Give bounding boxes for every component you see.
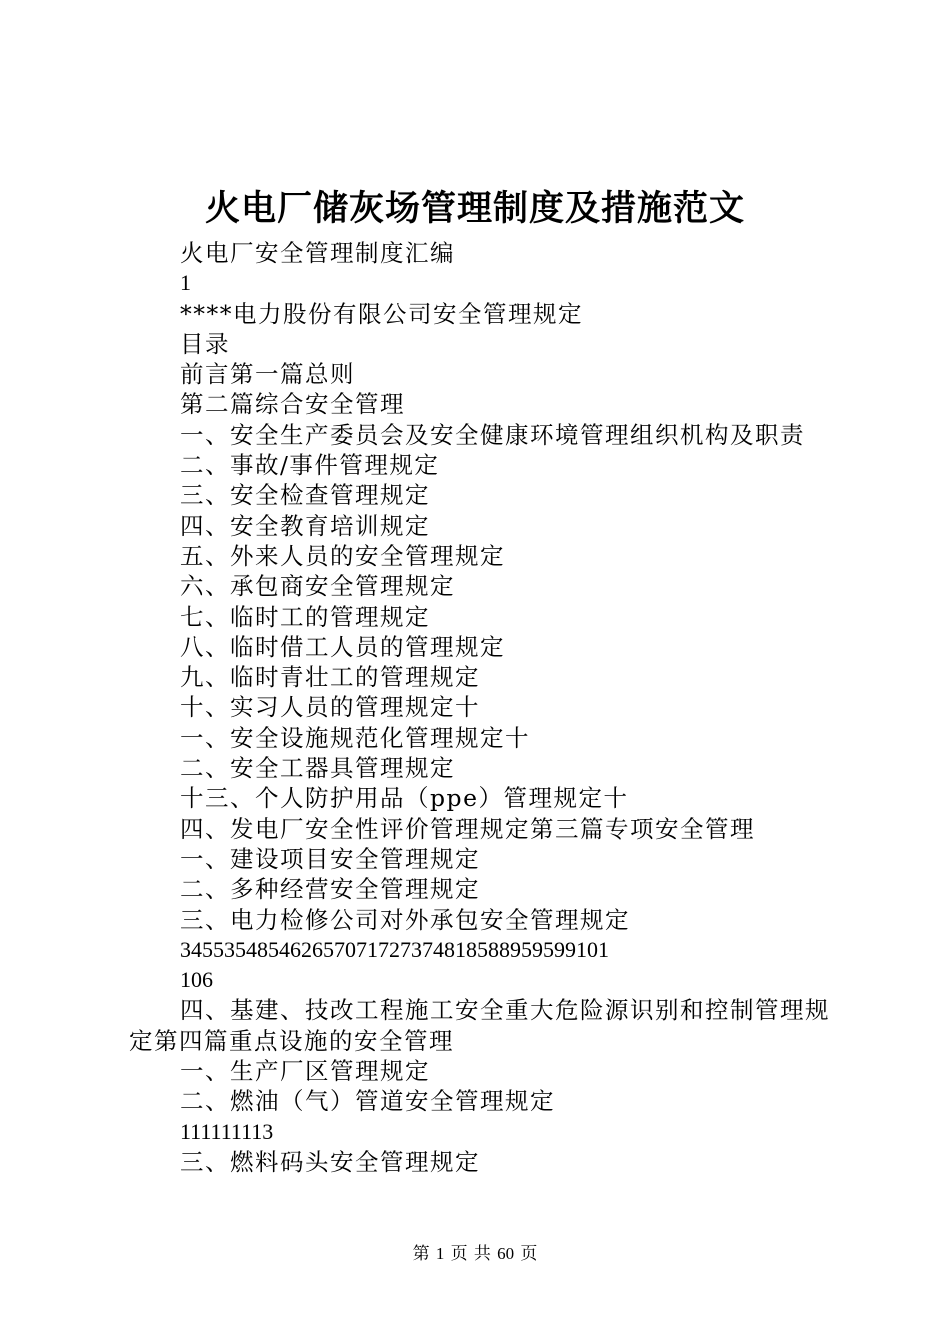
page-number-footer: 第 1 页 共 60 页 xyxy=(412,1244,538,1263)
text-line: 四、安全教育培训规定 xyxy=(180,511,430,540)
text-line: 二、燃油（气）管道安全管理规定 xyxy=(180,1087,555,1116)
text-line: 一、建设项目安全管理规定 xyxy=(180,844,480,873)
text-line: 四、发电厂安全性评价管理规定第三篇专项安全管理 xyxy=(180,814,755,843)
text-line: 三、燃料码头安全管理规定 xyxy=(180,1147,480,1176)
document-body xyxy=(129,238,849,1177)
text-line: 六、承包商安全管理规定 xyxy=(180,572,455,601)
text-line: 1 xyxy=(180,270,191,296)
text-line: 十三、个人防护用品（ppe）管理规定十 xyxy=(180,784,629,813)
text-line: 二、安全工器具管理规定 xyxy=(180,754,455,783)
text-line: 一、安全设施规范化管理规定十 xyxy=(180,723,530,752)
text-line: 一、安全生产委员会及安全健康环境管理组织机构及职责 xyxy=(180,420,805,449)
text-line: 五、外来人员的安全管理规定 xyxy=(180,541,505,570)
text-line: 七、临时工的管理规定 xyxy=(180,602,430,631)
text-line: 目录 xyxy=(180,329,230,358)
text-line: 八、临时借工人员的管理规定 xyxy=(180,632,505,661)
text-line: 一、生产厂区管理规定 xyxy=(180,1057,430,1086)
text-line: 前言第一篇总则 xyxy=(180,360,355,389)
text-line: 106 xyxy=(180,967,213,993)
text-line: 3455354854626570717273748185889595991​01 xyxy=(180,936,609,962)
text-line: 三、电力检修公司对外承包安全管理规定 xyxy=(180,905,630,934)
text-line: 九、临时青壮工的管理规定 xyxy=(180,663,480,692)
text-line: 第二篇综合安全管理 xyxy=(180,390,405,419)
text-line: 火电厂安全管理制度汇编 xyxy=(180,239,455,267)
text-line: 三、安全检查管理规定 xyxy=(180,481,430,510)
document-title: 火电厂储灰场管理制度及措施范文 xyxy=(204,188,745,229)
text-line: ****电力股份有限公司安全管理规定 xyxy=(180,299,583,328)
text-paragraph: 四、基建、技改工程施工安全重大危险源识别和控制管理规定第四篇重点设施的安全管理 xyxy=(129,996,830,1055)
text-line: 十、实习人员的管理规定十 xyxy=(180,693,480,722)
text-line: 二、多种经营安全管理规定 xyxy=(180,875,480,904)
text-line: 二、事故/事件管理规定 xyxy=(180,451,440,480)
text-line: 111111113 xyxy=(180,1118,274,1144)
